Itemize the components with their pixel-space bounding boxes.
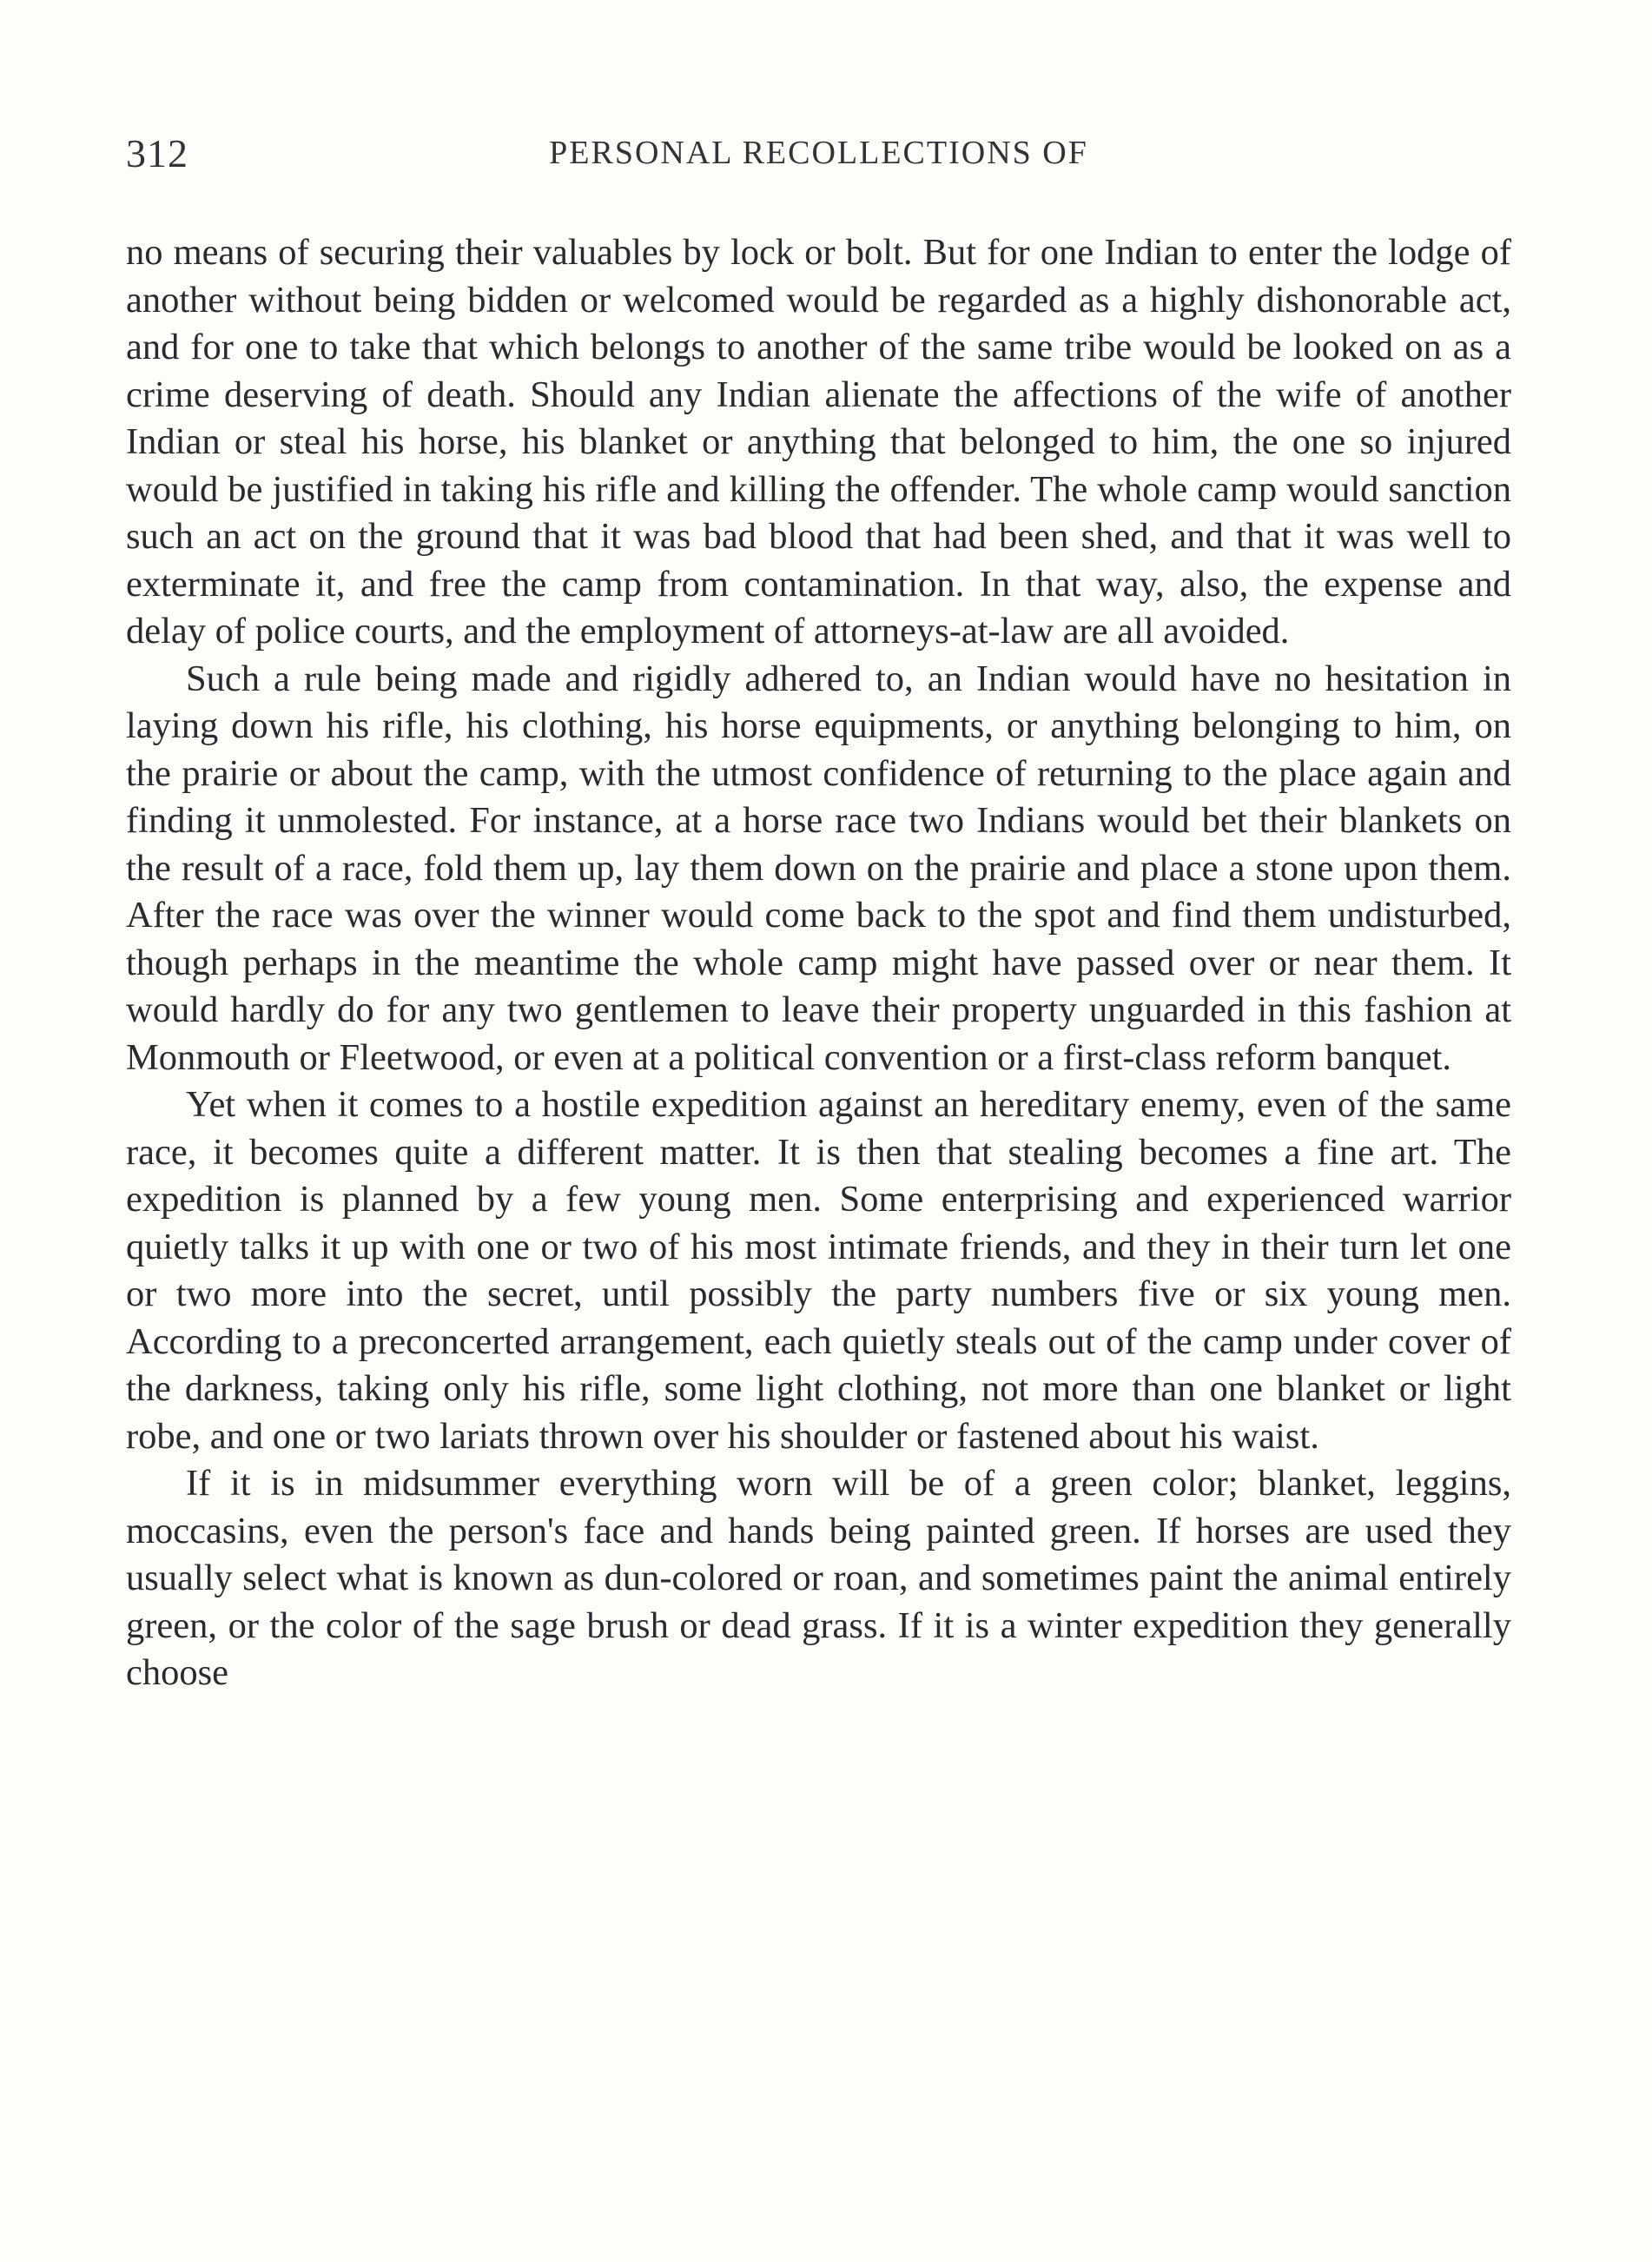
running-head <box>126 130 1511 182</box>
book-page <box>126 130 1511 1697</box>
paragraph-1: no means of securing their valuables by lock or bolt. But for one Indian to enter the lodge of another without being bidden or welcomed would be regarded as a highly dishonorable act, and for one to take that which belongs to another of the same tribe would be looked on as a crime deserving of death. Should any Indian alienate the affections of the wife of another Indian or steal his horse, his blanket or anything that belonged to him, the one so injured would be justified in taking his rifle and killing the offender. The whole camp would sanction such an act on the ground that it was bad blood that had been shed, and that it was well to exterminate it, and free the camp from contamination. In that way, also, the expense and delay of police courts, and the employment of attorneys-at-law are all avoided. <box>126 232 1511 651</box>
running-title: PERSONAL RECOLLECTIONS OF <box>549 135 1088 171</box>
paragraph-4: If it is in midsummer everything worn will be of a green color; blanket, leggins, moccasins, even the person's face and hands being painted green. If horses are used they usually select what is known as dun-colored or roan, and sometimes paint the animal entirely green, or the color of the sage brush or dead grass. If it is a winter expedition they generally choose <box>126 1463 1511 1693</box>
paragraph-3: Yet when it comes to a hostile expedition against an hereditary enemy, even of the same race, it becomes quite a different matter. It is then that stealing becomes a fine art. The expedition is planned by a few young men. Some enterprising and experienced warrior quietly talks it up with one or two of his most intimate friends, and they in their turn let one or two more into the secret, until possibly the party numbers five or six young men. According to a preconcerted arrangement, each quietly steals out of the camp under cover of the darkness, taking only his rifle, some light clothing, not more than one blanket or light robe, and one or two lariats thrown over his shoulder or fastened about his waist. <box>126 1084 1511 1457</box>
body-text <box>126 229 1511 1697</box>
paragraph-2: Such a rule being made and rigidly adhered to, an Indian would have no hesitation in laying down his rifle, his clothing, his horse equipments, or anything belonging to him, on the prairie or about the camp, with the utmost confidence of returning to the place again and finding it unmolested. For instance, at a horse race two Indians would bet their blankets on the result of a race, fold them up, lay them down on the prairie and place a stone upon them. After the race was over the winner would come back to the spot and find them undisturbed, though perhaps in the meantime the whole camp might have passed over or near them. It would hardly do for any two gentlemen to leave their property unguarded in this fashion at Monmouth or Fleetwood, or even at a political convention or a first-class reform banquet. <box>126 658 1511 1078</box>
page-number: 312 <box>126 131 188 175</box>
